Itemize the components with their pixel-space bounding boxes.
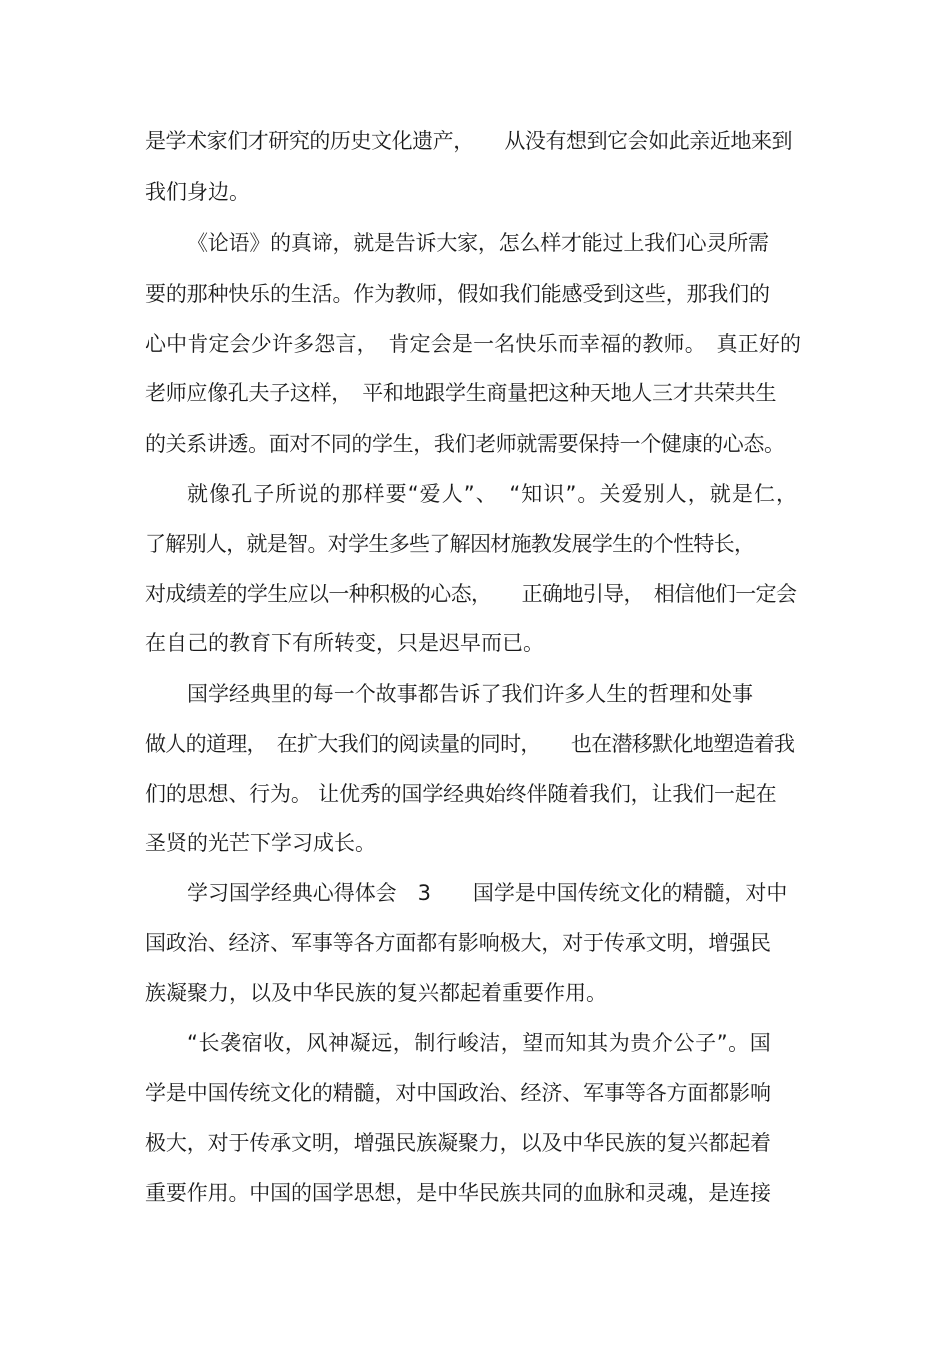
text-line-21: 极大，对于传承文明，增强民族凝聚力，以及中华民族的复兴都起着 <box>145 1131 771 1155</box>
text-line-19: “长袭宿收，风神凝远，制行峻洁，望而知其为贵介公子”。国 <box>187 1031 772 1055</box>
text-line-11: 在自己的教育下有所转变，只是迟早而已。 <box>145 631 544 655</box>
text-line-18: 族凝聚力，以及中华民族的复兴都起着重要作用。 <box>145 981 607 1005</box>
text-line-10: 对成绩差的学生应以一种积极的心态， 正确地引导， 相信他们一定会 <box>145 582 797 606</box>
text-line-7: 的关系讲透。面对不同的学生，我们老师就需要保持一个健康的心态。 <box>145 432 785 456</box>
text-line-16: 学习国学经典心得体会 3 国学是中国传统文化的精髓，对中 <box>187 881 788 905</box>
text-line-20: 学是中国传统文化的精髓，对中国政治、经济、军事等各方面都影响 <box>145 1081 771 1105</box>
text-line-17: 国政治、经济、军事等各方面都有影响极大，对于传承文明，增强民 <box>145 931 771 955</box>
text-line-13: 做人的道理， 在扩大我们的阅读量的同时， 也在潜移默化地塑造着我 <box>145 732 795 756</box>
text-line-15: 圣贤的光芒下学习成长。 <box>145 831 376 855</box>
text-line-9: 了解别人，就是智。对学生多些了解因材施教发展学生的个性特长， <box>145 532 755 556</box>
text-line-4: 要的那种快乐的生活。作为教师，假如我们能感受到这些，那我们的 <box>145 282 770 306</box>
text-line-5: 心中肯定会少许多怨言， 肯定会是一名快乐而幸福的教师。 真正好的 <box>145 332 802 356</box>
text-line-3: 《论语》的真谛，就是告诉大家，怎么样才能过上我们心灵所需 <box>187 231 769 255</box>
text-line-6: 老师应像孔夫子这样， 平和地跟学生商量把这种天地人三才共荣共生 <box>145 381 777 405</box>
text-line-2: 我们身边。 <box>145 180 250 204</box>
text-line-14: 们的思想、行为。 让优秀的国学经典始终伴随着我们，让我们一起在 <box>145 782 777 806</box>
text-line-22: 重要作用。中国的国学思想，是中华民族共同的血脉和灵魂，是连接 <box>145 1181 771 1205</box>
text-line-8: 就像孔子所说的那样要“爱人”、 “知识”。关爱别人，就是仁， <box>187 482 799 506</box>
text-line-12: 国学经典里的每一个故事都告诉了我们许多人生的哲理和处事 <box>187 682 753 706</box>
text-line-1: 是学术家们才研究的历史文化遗产， 从没有想到它会如此亲近地来到 <box>145 129 793 153</box>
